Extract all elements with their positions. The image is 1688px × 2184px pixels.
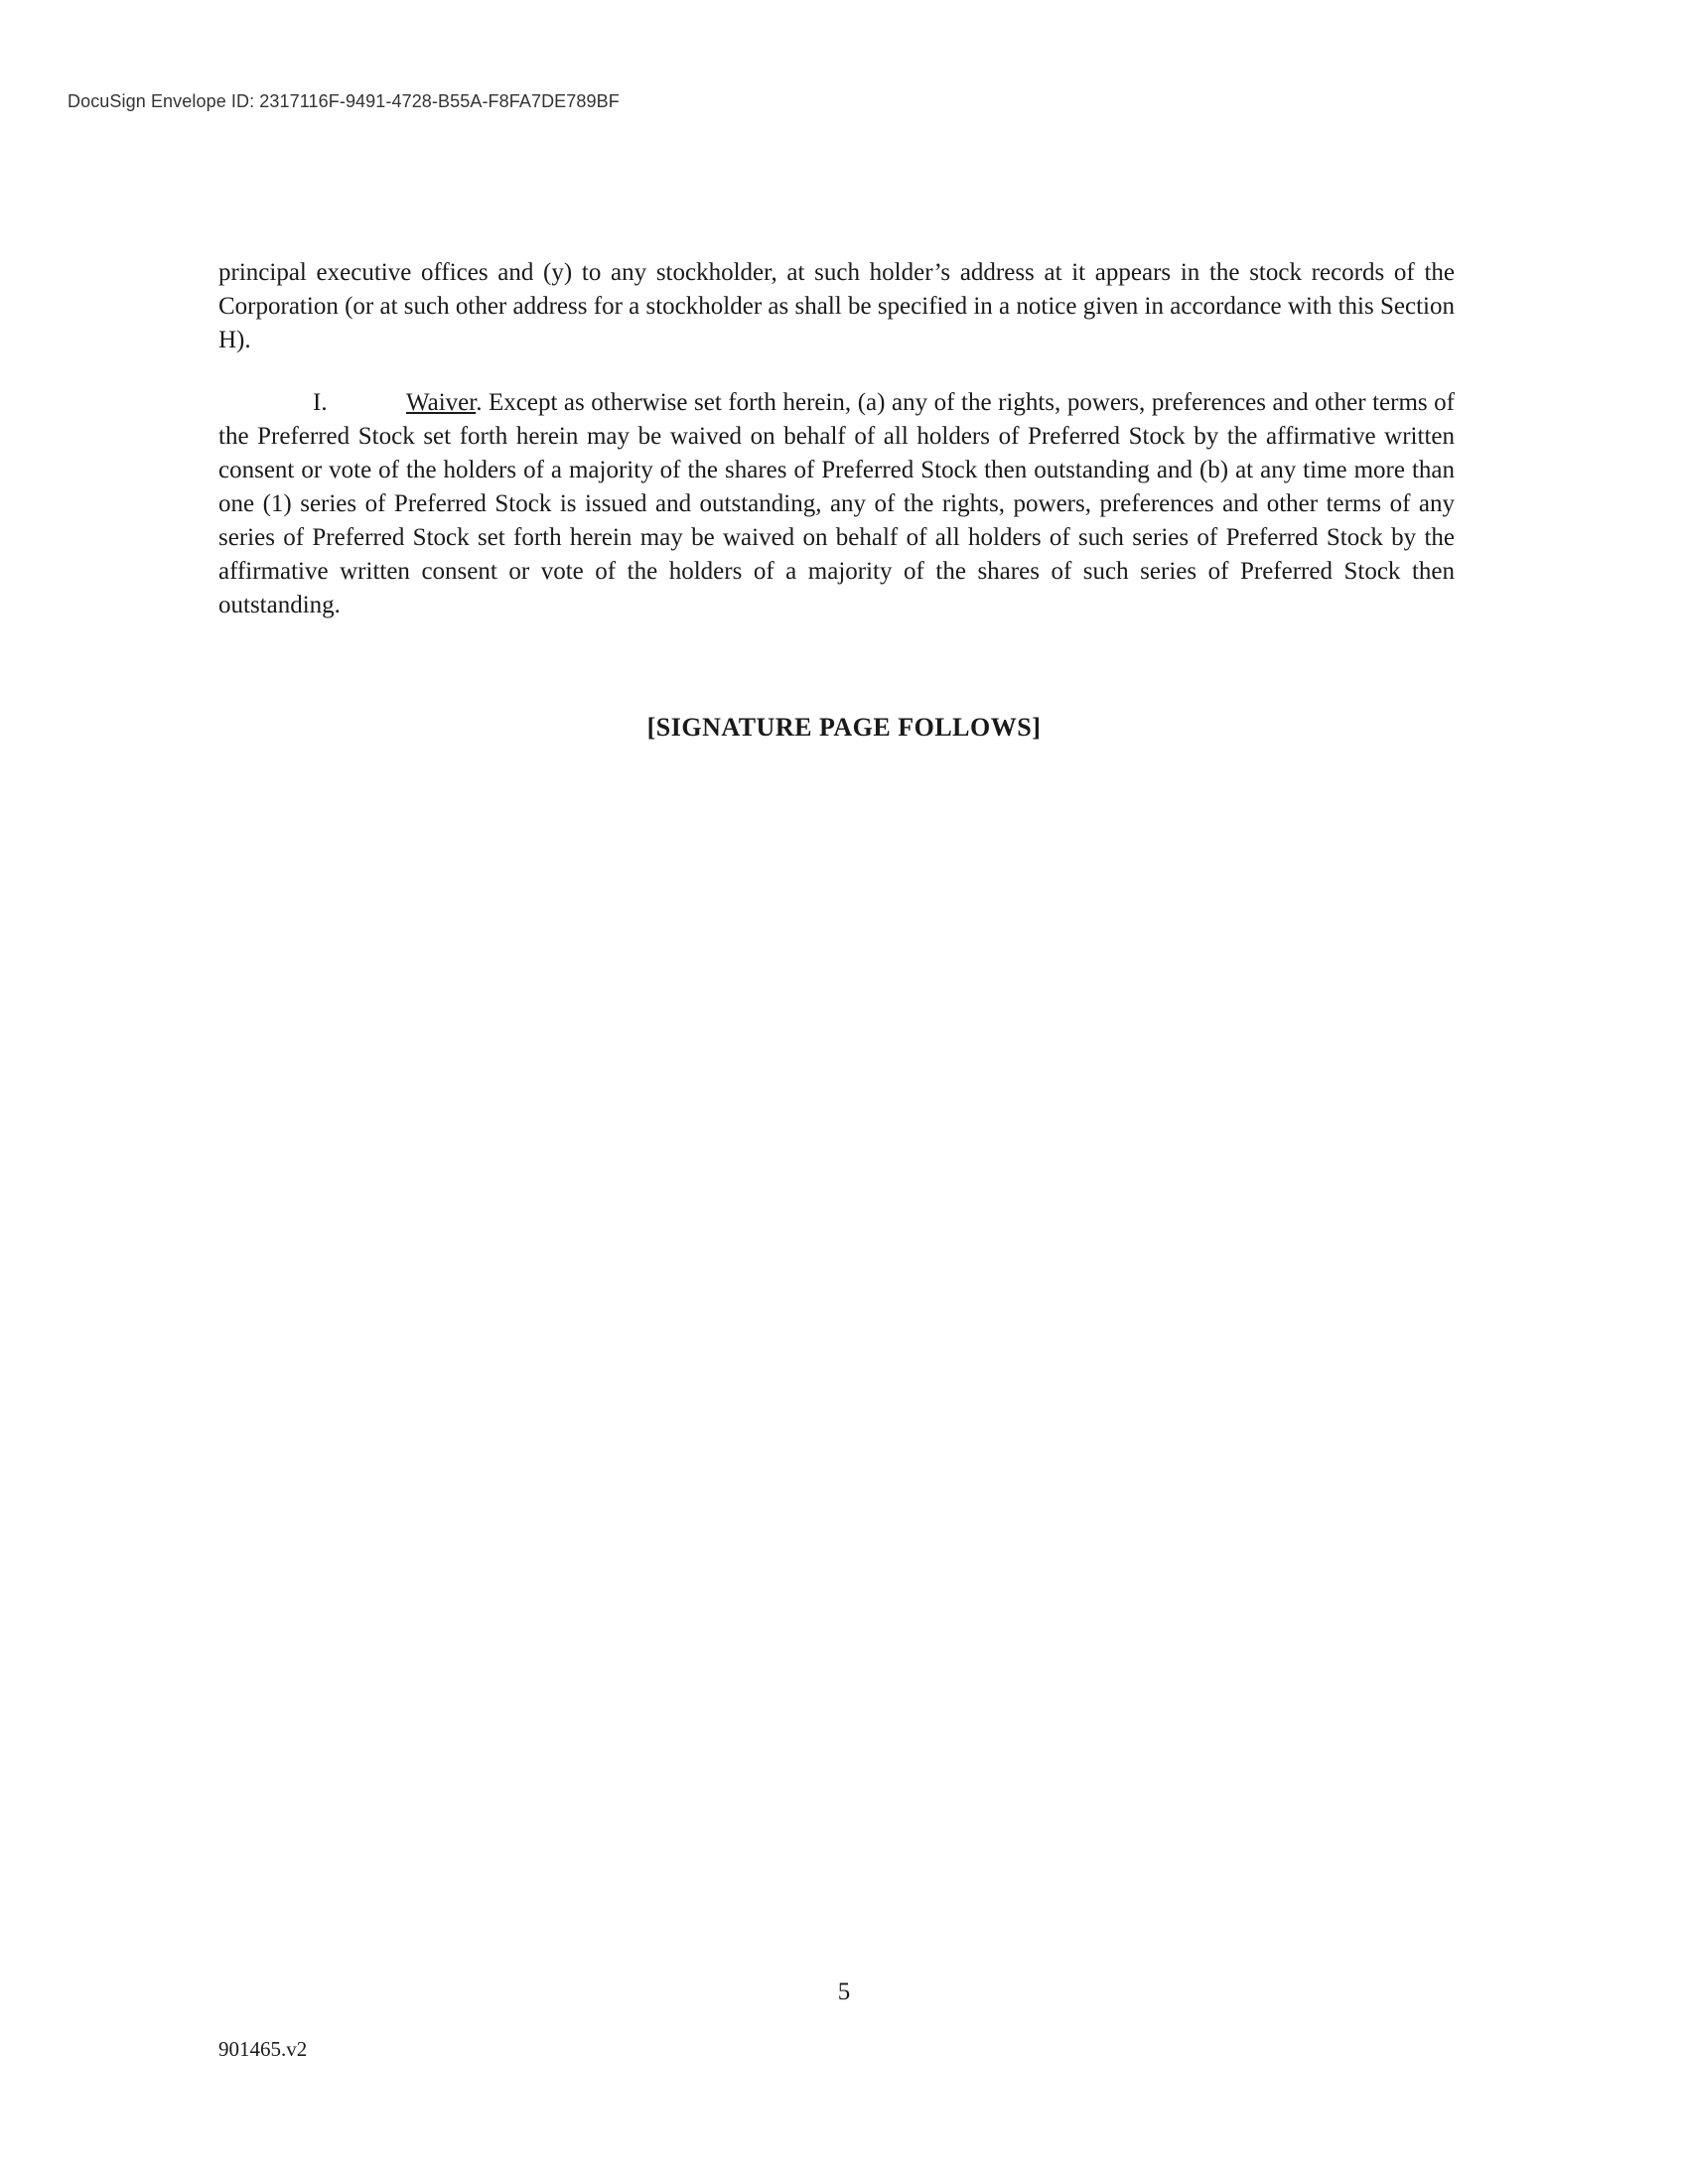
- section-i-title: Waiver: [406, 389, 477, 416]
- section-i-number: I.: [313, 389, 328, 416]
- continuation-paragraph: principal executive offices and (y) to any stockholder, at such holder’s address at it appears in the stock records of the Corporation (or at such other address for a stockholder as shall be specified in a notice given in accordance with this Section H).: [218, 259, 1455, 353]
- document-version: 901465.v2: [218, 2037, 308, 2061]
- page-number: 5: [837, 1979, 851, 2005]
- section-i-text: . Except as otherwise set forth herein, (a) any of the rights, powers, preferences and other terms of the Preferred Stock set forth herein may be waived on behalf of all holders of Preferred Stock by the affirmative written consent or vote of the holders of a majority of the shares of Preferred Stock then outstanding and (b) at any time more than one (1) series of Preferred Stock is issued and outstanding, any of the rights, powers, preferences and other terms of any series of Preferred Stock set forth herein may be waived on behalf of all holders of such series of Preferred Stock by the affirmative written consent or vote of the holders of a majority of the shares of such series of Preferred Stock then outstanding.: [218, 389, 1455, 618]
- signature-page-follows: [SIGNATURE PAGE FOLLOWS]: [646, 713, 1042, 742]
- section-i-paragraph: [218, 386, 1455, 622]
- docusign-envelope-id: DocuSign Envelope ID: 2317116F-9491-4728-B55A-F8FA7DE789BF: [68, 91, 620, 111]
